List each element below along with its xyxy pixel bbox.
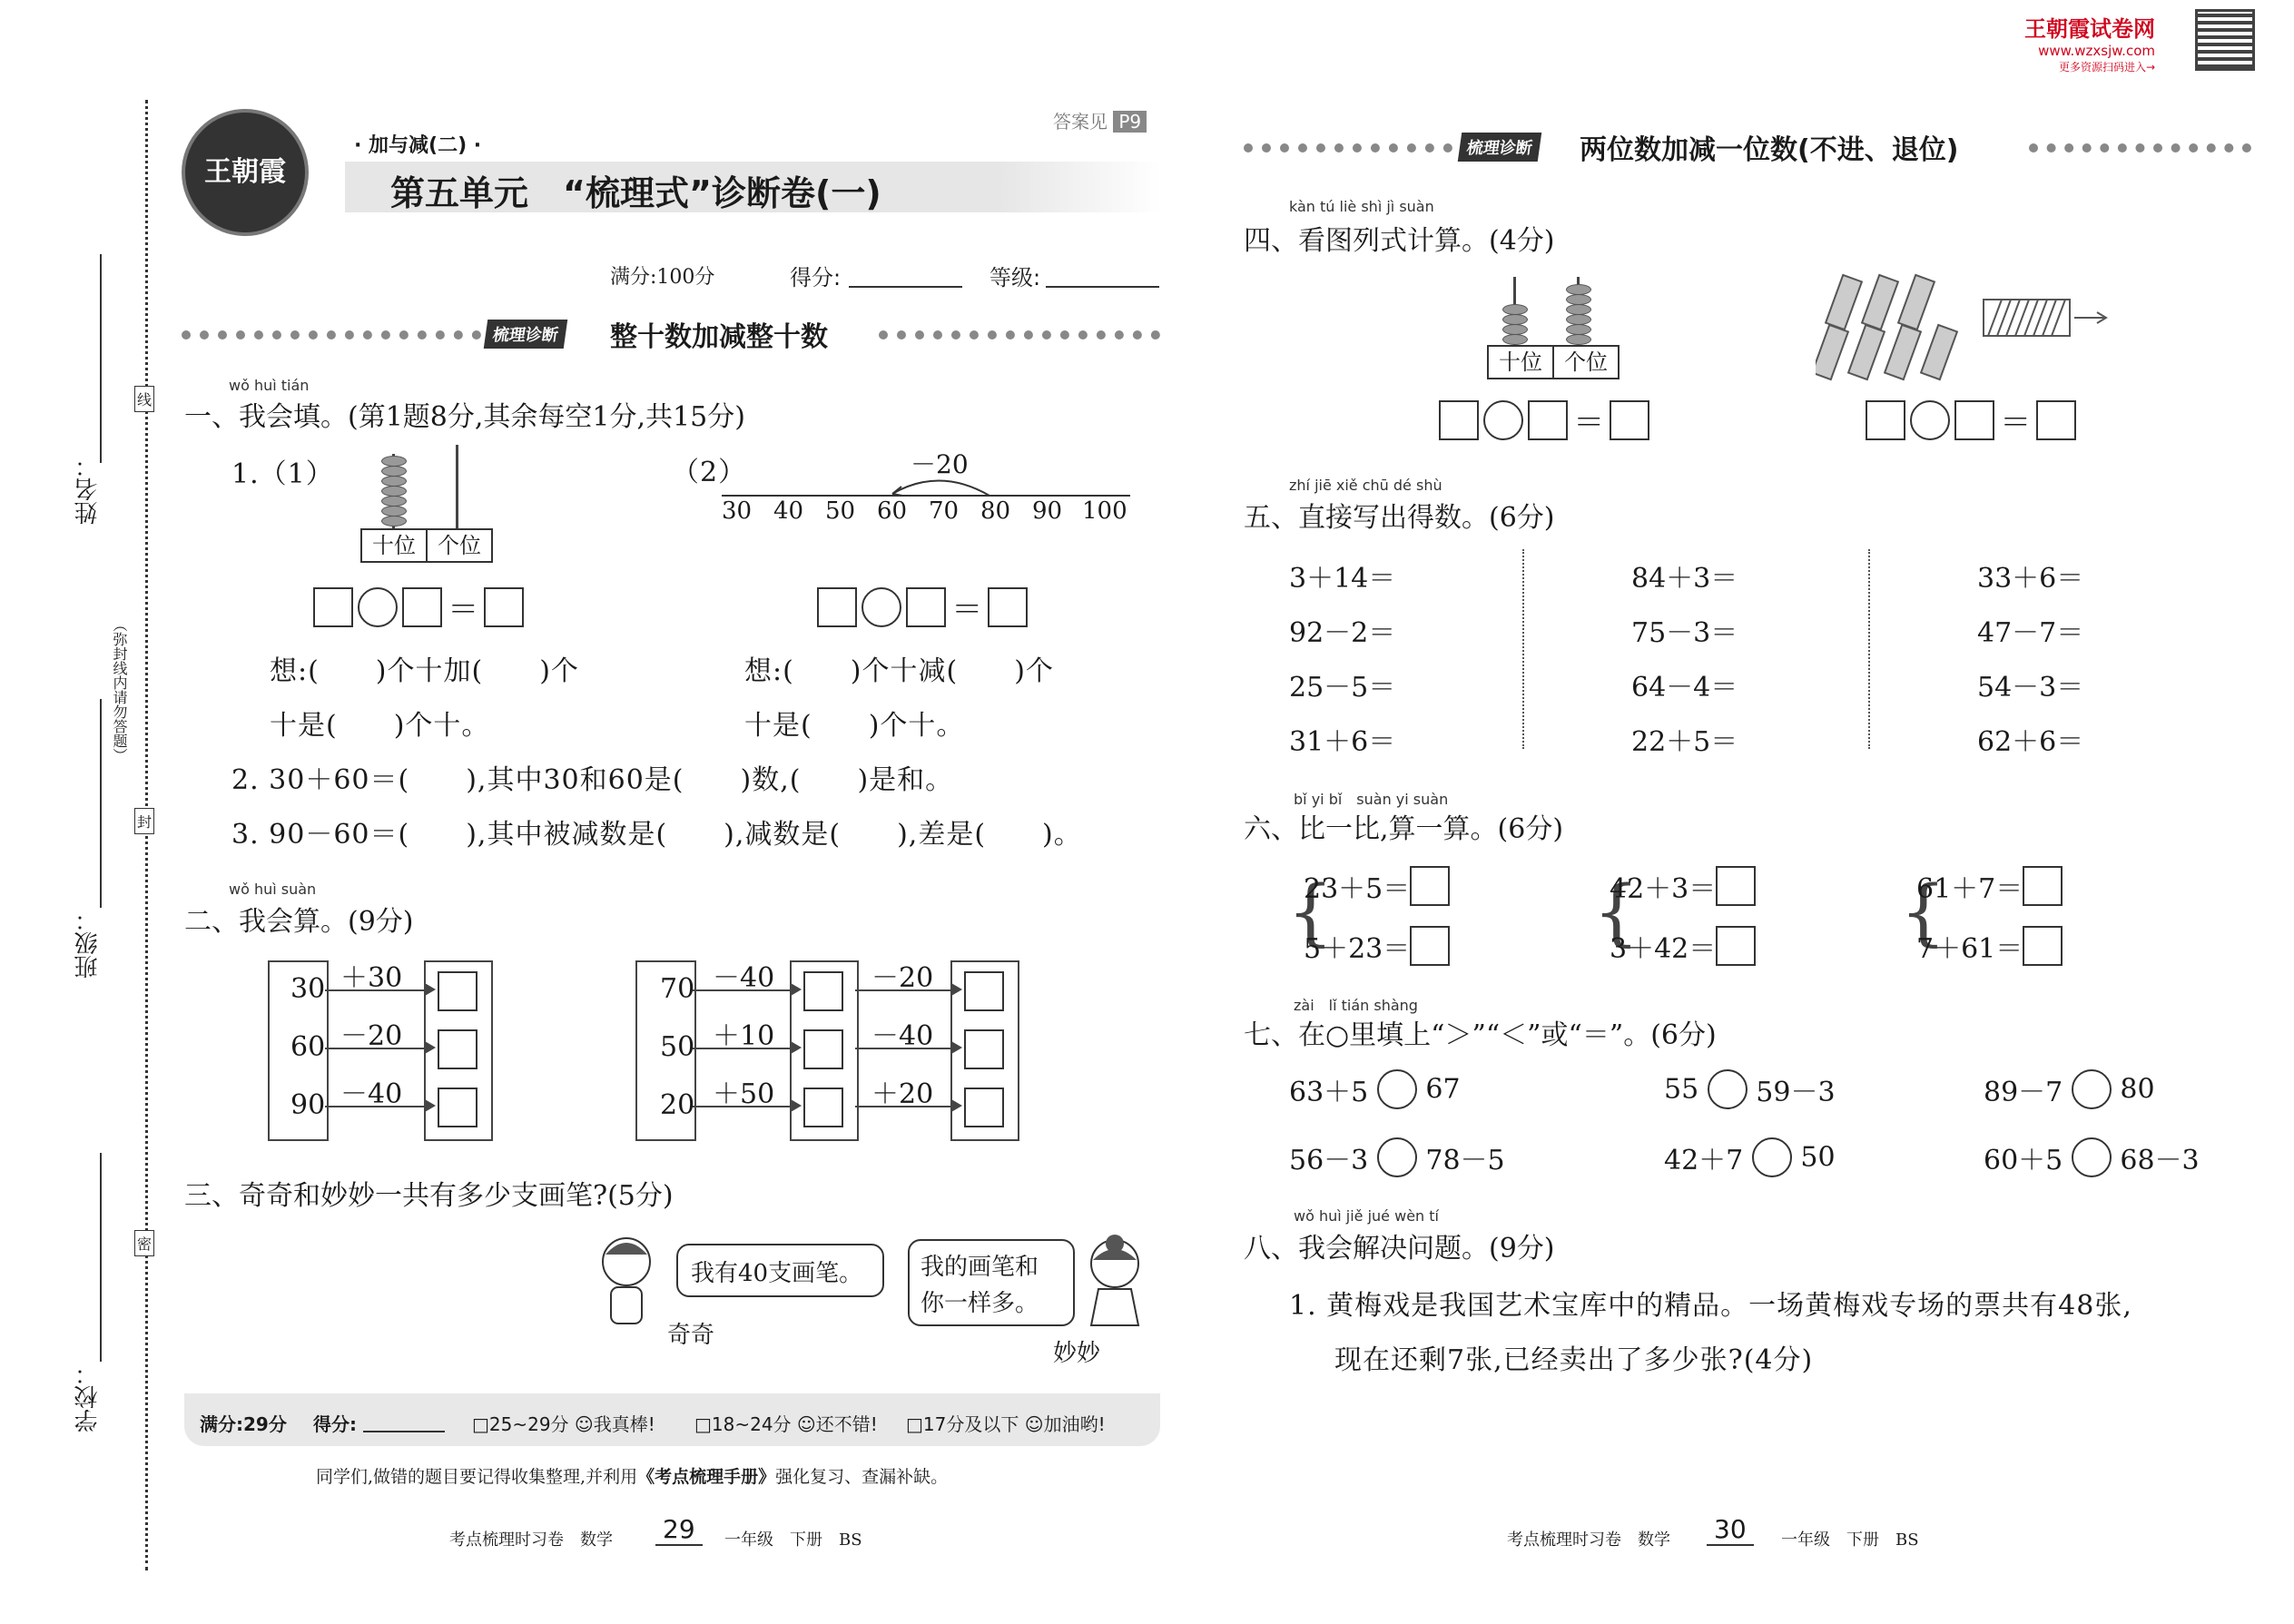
note-book: 《考点梳理手册》 <box>637 1467 776 1487</box>
smile-icon: ☺ <box>1024 1413 1044 1435</box>
chain2-input: 50 <box>660 1031 695 1063</box>
answer-box[interactable] <box>1716 866 1756 906</box>
brand-url: www.wzxsjw.com <box>2038 43 2155 59</box>
tick-label: 100 <box>1082 497 1127 525</box>
pv-ones-2: 个位 <box>1554 345 1620 379</box>
arrow <box>693 989 793 991</box>
qr-code-icon[interactable] <box>2195 9 2255 71</box>
rhs: 68－3 <box>2120 1145 2200 1176</box>
q7-pinyin: zài lǐ tián shàng <box>1294 997 1418 1014</box>
pv-ones-1: 个位 <box>428 528 493 563</box>
q8-pinyin: wǒ huì jiě jué wèn tí <box>1294 1207 1439 1225</box>
q6-title: 六、比一比,算一算。(6分) <box>1244 813 1564 845</box>
brand-tagline: 更多资源扫码进入→ <box>2058 61 2155 74</box>
answer-box[interactable] <box>988 587 1028 627</box>
chain1-op: －40 <box>340 1078 403 1110</box>
smile-icon: ☺ <box>796 1413 816 1435</box>
arrowhead <box>425 1099 436 1112</box>
class-underline <box>100 699 102 908</box>
abacus-2 <box>1484 277 1611 345</box>
chain2-op1: ＋50 <box>713 1078 775 1110</box>
range-label: □25~29分 <box>472 1413 569 1435</box>
q1-title: 一、我会填。(第1题8分,其余每空1分,共15分) <box>184 401 745 433</box>
calc-item: 3＋42＝ <box>1610 933 1717 965</box>
arrow <box>855 1106 953 1107</box>
pv-tens-2: 十位 <box>1487 345 1554 379</box>
arrowhead <box>951 1099 962 1112</box>
answer-box[interactable] <box>1528 400 1568 440</box>
full-marks: 满分:100分 <box>610 266 715 289</box>
equals-sign: ＝ <box>448 592 479 628</box>
answer-box[interactable] <box>438 1029 478 1069</box>
answer-box[interactable] <box>313 587 353 627</box>
footer-series: 考点梳理时习卷 数学 <box>449 1530 613 1550</box>
bubble2-text-b: 你一样多。 <box>921 1290 1039 1317</box>
answer-box[interactable] <box>1410 866 1450 906</box>
answer-ref-page: P9 <box>1113 111 1147 133</box>
answer-box[interactable] <box>803 1088 843 1127</box>
arrow <box>325 1048 427 1049</box>
calc-item: 33＋6＝ <box>1977 563 2084 595</box>
speech-bubble-2 <box>908 1239 1075 1326</box>
section-title-left: 整十数加减整十数 <box>610 321 828 353</box>
seal-char-1: 线 <box>134 386 154 412</box>
calc-item: 5＋23＝ <box>1304 933 1411 965</box>
q5-col-1 <box>1289 552 1395 770</box>
equals-sign: ＝ <box>2000 405 2032 441</box>
section-tag-left <box>486 320 566 349</box>
arrowhead <box>425 983 436 996</box>
score-bar-field[interactable] <box>363 1431 445 1432</box>
q5-title: 五、直接写出得数。(6分) <box>1244 502 1555 534</box>
q1-item2: 2. 30＋60＝( ),其中30和60是( )数,( )是和。 <box>231 764 954 796</box>
calc-item: 47－7＝ <box>1977 617 2084 649</box>
calc-item: 3＋14＝ <box>1289 563 1396 595</box>
chain2-op2: －40 <box>871 1020 934 1052</box>
compare-circle[interactable] <box>2072 1137 2112 1177</box>
answer-box[interactable] <box>1610 400 1649 440</box>
answer-ref <box>1053 107 1147 133</box>
answer-box[interactable] <box>2023 926 2063 966</box>
logo-text: 王朝霞 <box>204 156 286 188</box>
q6-pinyin: bǐ yi bǐ suàn yi suàn <box>1294 791 1449 808</box>
grade-field[interactable] <box>1046 286 1159 288</box>
answer-box[interactable] <box>1716 926 1756 966</box>
score-label: 得分: <box>790 265 842 290</box>
jump-label: －20 <box>911 449 969 479</box>
rhs: 59－3 <box>1756 1077 1836 1108</box>
chain1-input: 90 <box>290 1089 326 1121</box>
numberline-ticks <box>722 497 1139 534</box>
equation-row-2 <box>817 585 1028 629</box>
unit-subtitle: · 加与减(二) · <box>354 134 482 157</box>
chain1-input: 30 <box>290 973 326 1005</box>
arrowhead <box>951 983 962 996</box>
rhs: 67 <box>1425 1073 1461 1106</box>
answer-box[interactable] <box>906 587 946 627</box>
arrowhead <box>791 983 802 996</box>
arrowhead <box>791 1099 802 1112</box>
rhs: 50 <box>1800 1141 1836 1174</box>
page-number-left: 29 <box>655 1514 703 1546</box>
abacus-beads-tens <box>381 456 407 528</box>
compare-circle[interactable] <box>1752 1137 1792 1177</box>
range-label: □17分及以下 <box>906 1413 1019 1435</box>
school-underline <box>100 1153 102 1362</box>
brace-icon: { <box>1900 870 1946 954</box>
grade-label: 等级: <box>989 265 1041 290</box>
calc-item: 61＋7＝ <box>1916 873 2023 905</box>
chain2-op1: ＋10 <box>713 1020 775 1052</box>
calc-item: 23＋5＝ <box>1304 873 1411 905</box>
q3-title: 三、奇奇和妙妙一共有多少支画笔?(5分) <box>184 1180 674 1212</box>
answer-box[interactable] <box>484 587 524 627</box>
calc-item: 64－4＝ <box>1631 672 1738 704</box>
name-qiqi: 奇奇 <box>667 1322 715 1349</box>
pv-tens-1: 十位 <box>360 528 428 563</box>
think1-line-a: 想:( )个十加( )个 <box>270 655 579 687</box>
lhs: 63＋5 <box>1289 1077 1369 1108</box>
footer-right: 考点梳理时习卷 数学 <box>1507 1530 1670 1550</box>
review-note <box>316 1463 948 1488</box>
lhs: 89－7 <box>1984 1077 2063 1108</box>
calc-item: 62＋6＝ <box>1977 726 2084 758</box>
equation-row-1 <box>313 585 524 629</box>
tick-label: 60 <box>877 497 908 525</box>
tick-label: 30 <box>722 497 753 525</box>
q4-title: 四、看图列式计算。(4分) <box>1244 225 1555 257</box>
compare-circle[interactable] <box>1708 1069 1748 1109</box>
section-divider-right <box>1244 143 1452 153</box>
arrowhead <box>425 1041 436 1054</box>
answer-box[interactable] <box>1866 400 1905 440</box>
compare-row-2 <box>1289 1137 2200 1183</box>
answer-box[interactable] <box>402 587 442 627</box>
footer-grade-left: 一年级 下册 BS <box>724 1530 862 1550</box>
lhs: 55 <box>1664 1073 1699 1106</box>
q1-item3: 3. 90－60＝( ),其中被减数是( ),减数是( ),差是( )。 <box>231 819 1082 851</box>
binding-dotted-line <box>145 100 148 1570</box>
tag-text: 梳理诊断 <box>484 320 567 349</box>
q1-part1-label: 1.（1） <box>231 458 334 490</box>
calc-item: 75－3＝ <box>1631 617 1738 649</box>
seal-char-2: 封 <box>134 808 154 834</box>
lhs: 60＋5 <box>1984 1145 2063 1176</box>
calc-item: 84＋3＝ <box>1631 563 1738 595</box>
answer-box[interactable] <box>964 1088 1004 1127</box>
q5-divider-1 <box>1522 549 1524 749</box>
arrow <box>855 989 953 991</box>
class-label: 班级： <box>74 908 102 979</box>
compare-circle[interactable] <box>2072 1069 2112 1109</box>
calc-item: 22＋5＝ <box>1631 726 1738 758</box>
tick-label: 80 <box>980 497 1011 525</box>
lhs: 56－3 <box>1289 1145 1369 1176</box>
rhs: 80 <box>2120 1073 2155 1106</box>
stick-bundles-icon <box>1816 272 2124 386</box>
brand-block <box>2024 11 2155 74</box>
calc-item: 7＋61＝ <box>1916 933 2023 965</box>
answer-box[interactable] <box>1439 400 1479 440</box>
answer-box[interactable] <box>803 1029 843 1069</box>
seal-note: （弥封线内请勿答题） <box>111 617 128 763</box>
range-comment: 还不错! <box>815 1413 878 1435</box>
footer-grade-right: 一年级 下册 BS <box>1781 1530 1919 1550</box>
speech-bubble-1 <box>676 1244 884 1297</box>
q1-part2-label: （2） <box>672 457 747 488</box>
think1-line-b: 十是( )个十。 <box>270 710 490 742</box>
arrowhead <box>951 1041 962 1054</box>
tick-label: 70 <box>929 497 960 525</box>
chain2-op1: －40 <box>713 962 775 994</box>
equation-row-4 <box>1866 398 2076 442</box>
q5-col-2 <box>1631 552 1738 770</box>
score-range-1 <box>472 1410 655 1436</box>
tick-label: 40 <box>773 497 804 525</box>
equation-row-3 <box>1439 398 1649 442</box>
answer-box[interactable] <box>1954 400 1994 440</box>
pv-chart-2 <box>1487 345 1620 379</box>
abacus-rod-ones <box>456 445 458 528</box>
section-divider-left <box>182 330 481 340</box>
section-tag-right <box>1460 133 1540 162</box>
section-divider-right-2 <box>2029 143 2251 153</box>
operator-circle[interactable] <box>358 587 398 627</box>
compare-circle[interactable] <box>1377 1137 1417 1177</box>
bubble2-text-a: 我的画笔和 <box>921 1254 1039 1281</box>
operator-circle[interactable] <box>1910 400 1950 440</box>
arrow <box>325 1106 427 1107</box>
answer-ref-label: 答案见 <box>1053 111 1108 133</box>
girl-figure-icon <box>1080 1235 1153 1334</box>
range-comment: 我真棒! <box>593 1413 655 1435</box>
score-range-2 <box>694 1410 878 1436</box>
tick-label: 90 <box>1032 497 1063 525</box>
name-underline <box>100 254 102 463</box>
answer-box[interactable] <box>2036 400 2076 440</box>
smile-icon: ☺ <box>574 1413 594 1435</box>
q8-item1-b: 现在还剩7张,已经卖出了多少张?(4分) <box>1334 1344 1814 1376</box>
arrow <box>693 1048 793 1049</box>
equals-sign: ＝ <box>1573 405 1605 441</box>
q7-title: 七、在○里填上“＞”“＜”或“＝”。(6分) <box>1244 1019 1717 1051</box>
answer-box[interactable] <box>438 1088 478 1127</box>
answer-box[interactable] <box>2023 866 2063 906</box>
name-miaomiao: 妙妙 <box>1053 1340 1101 1367</box>
arrow <box>693 1106 793 1107</box>
calc-item: 25－5＝ <box>1289 672 1396 704</box>
chain1-input: 60 <box>290 1031 326 1063</box>
calc-item: 42＋3＝ <box>1610 873 1717 905</box>
calc-item: 92－2＝ <box>1289 617 1396 649</box>
footer-left <box>449 1527 613 1550</box>
answer-box[interactable] <box>803 971 843 1011</box>
chain2-op2: －20 <box>871 962 934 994</box>
bubble1-text: 我有40支画笔。 <box>691 1260 863 1287</box>
equals-sign: ＝ <box>951 592 983 628</box>
calc-item: 54－3＝ <box>1977 672 2084 704</box>
range-comment: 加油哟! <box>1043 1413 1106 1435</box>
compare-row-1 <box>1289 1069 2197 1115</box>
section-title-right: 两位数加减一位数(不进、退位) <box>1580 134 1959 166</box>
operator-circle[interactable] <box>861 587 901 627</box>
score-field[interactable] <box>849 286 962 288</box>
section-divider-left-2 <box>879 330 1160 340</box>
q2-title: 二、我会算。(9分) <box>184 906 414 938</box>
answer-box[interactable] <box>1410 926 1450 966</box>
answer-box[interactable] <box>817 587 857 627</box>
score-range-3 <box>906 1410 1106 1436</box>
seal-char-3: 密 <box>134 1230 154 1256</box>
logo-badge <box>182 109 309 236</box>
note-post: 强化复习、查漏补缺。 <box>775 1467 949 1487</box>
lhs: 42＋7 <box>1664 1145 1744 1176</box>
brace-icon: { <box>1593 870 1639 954</box>
range-label: □18~24分 <box>694 1413 792 1435</box>
brand-name: 王朝霞试卷网 <box>2024 16 2155 42</box>
answer-box[interactable] <box>438 971 478 1011</box>
answer-box[interactable] <box>964 971 1004 1011</box>
score-bar-score: 得分: <box>313 1413 357 1435</box>
compare-circle[interactable] <box>1377 1069 1417 1109</box>
q1-pinyin: wǒ huì tián <box>229 377 310 394</box>
rhs: 78－5 <box>1425 1145 1505 1176</box>
think2-line-a: 想:( )个十减( )个 <box>744 655 1054 687</box>
arrowhead <box>791 1041 802 1054</box>
chain1-op: －20 <box>340 1020 403 1052</box>
score-bar-full: 满分:29分 <box>200 1413 287 1435</box>
name-label: 姓名： <box>74 454 102 525</box>
think2-line-b: 十是( )个十。 <box>744 710 965 742</box>
chain2-input: 70 <box>660 973 695 1005</box>
note-pre: 同学们,做错的题目要记得收集整理,并利用 <box>316 1467 638 1487</box>
q8-title: 八、我会解决问题。(9分) <box>1244 1233 1555 1265</box>
page-title: 第五单元 “梳理式”诊断卷(一) <box>390 173 881 213</box>
school-label: 学校： <box>74 1362 102 1432</box>
chain2-input: 20 <box>660 1089 695 1121</box>
q4-pinyin: kàn tú liè shì jì suàn <box>1289 198 1434 215</box>
q5-col-3 <box>1977 552 2083 770</box>
q8-item1-a: 1. 黄梅戏是我国艺术宝库中的精品。一场黄梅戏专场的票共有48张, <box>1289 1290 2132 1322</box>
q2-pinyin: wǒ huì suàn <box>229 881 317 898</box>
pv-chart-1 <box>360 528 493 563</box>
operator-circle[interactable] <box>1483 400 1523 440</box>
tick-label: 50 <box>825 497 856 525</box>
chain1-op: ＋30 <box>340 962 403 994</box>
arrow <box>855 1048 953 1049</box>
brace-icon: { <box>1287 870 1334 954</box>
tag-text: 梳理诊断 <box>1458 133 1541 162</box>
q5-divider-2 <box>1868 549 1870 749</box>
page-number-right: 30 <box>1707 1514 1754 1546</box>
boy-figure-icon <box>595 1235 658 1334</box>
calc-item: 31＋6＝ <box>1289 726 1396 758</box>
answer-box[interactable] <box>964 1029 1004 1069</box>
arrow <box>325 989 427 991</box>
q5-pinyin: zhí jiē xiě chū dé shù <box>1289 477 1442 494</box>
chain2-op2: ＋20 <box>871 1078 934 1110</box>
